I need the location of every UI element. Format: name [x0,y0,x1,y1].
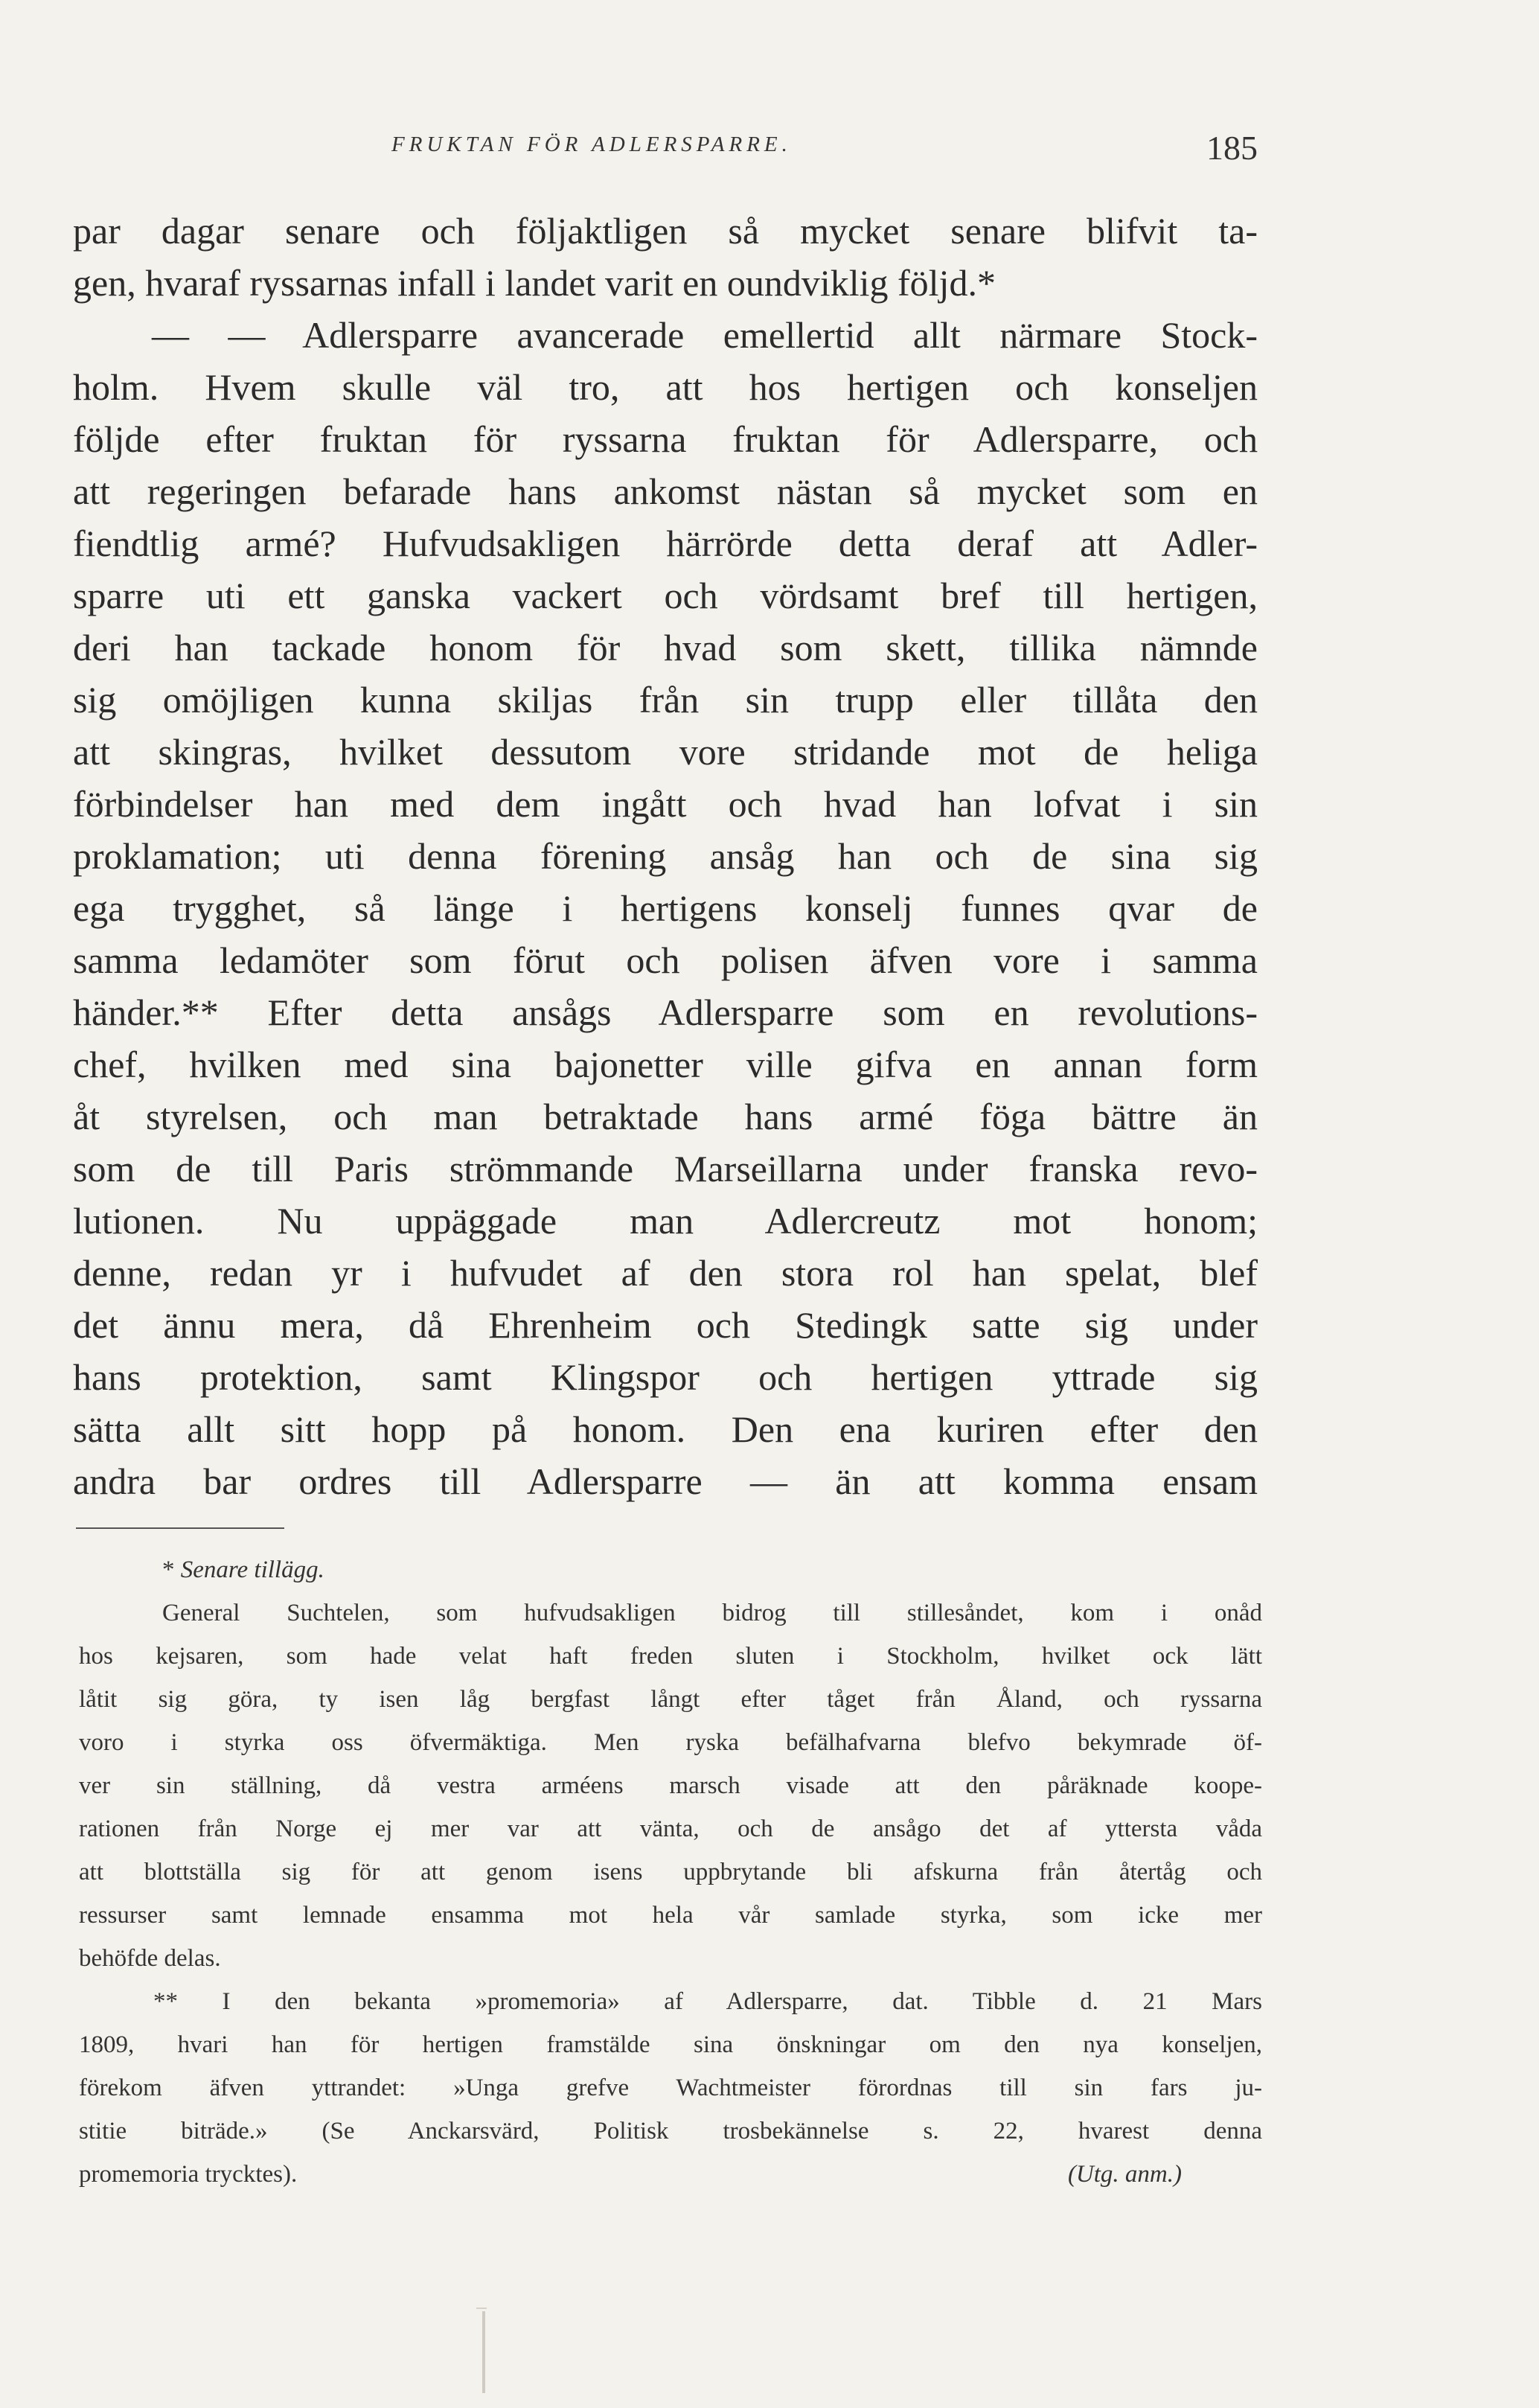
text-line: att regeringen befarade hans ankomst nästan så mycket som en [73,470,1258,512]
text-line: proklamation; uti denna förening ansåg han och de sina sig [73,835,1258,877]
text-line: deri han tackade honom för hvad som skett, tillika nämnde [73,627,1258,668]
footnote-line: promemoria trycktes). [79,2161,298,2188]
footnote-line: behöfde delas. [79,1945,221,1972]
text-line: fiendtlig armé? Hufvudsakligen härrörde detta deraf att Adler- [73,523,1258,564]
text-line: sätta allt sitt hopp på honom. Den ena kuriren efter den [73,1408,1258,1450]
text-line: följde efter fruktan för ryssarna fruktan för Adlersparre, och [73,418,1258,460]
footnotes [79,1548,1262,2196]
footnote-last-line [79,2153,1262,2196]
text-line: andra bar ordres till Adlersparre — än att komma ensam [73,1460,1258,1502]
main-text [73,205,1258,1507]
footnote-line: hos kejsaren, som hade velat haft freden sluten i Stockholm, hvilket ock lätt [79,1643,1262,1670]
footnote-heading [79,1548,1262,1591]
footnote-line: låtit sig göra, ty isen låg bergfast långt efter tåget från Åland, och ryssarna [79,1686,1262,1713]
footnote-line: förekom äfven yttrandet: »Unga grefve Wachtmeister förordnas till sin fars ju- [79,2075,1262,2101]
footnote-line: att blottställa sig för att genom isens uppbrytande bli afskurna från återtåg och [79,1859,1262,1885]
editor-note-signature: (Utg. anm.) [1067,2161,1182,2188]
text-line: förbindelser han med dem ingått och hvad han lofvat i sin [73,783,1258,825]
text-line: hans protektion, samt Klingspor och hertigen yttrade sig [73,1356,1258,1398]
text-line: det ännu mera, då Ehrenheim och Stedingk satte sig under [73,1304,1258,1346]
footnote-line: General Suchtelen, som hufvudsakligen bidrog till stillesåndet, kom i onåd [162,1600,1262,1626]
footnote-line: ressurser samt lemnade ensamma mot hela vår samlade styrka, som icke mer [79,1902,1262,1929]
text-line: par dagar senare och följaktligen så mycket senare blifvit ta- [73,210,1258,252]
text-line: sig omöjligen kunna skiljas från sin trupp eller tillåta den [73,679,1258,721]
footnote-line: 1809, hvari han för hertigen framstälde sina önskningar om den nya konseljen, [79,2031,1262,2058]
text-line: denne, redan yr i hufvudet af den stora rol han spelat, blef [73,1252,1258,1294]
footnote-title: Senare tillägg. [180,1556,324,1583]
page-number: 185 [1206,129,1258,167]
text-line: ega trygghet, så länge i hertigens konselj funnes qvar de [73,887,1258,929]
scan-artifact [476,2308,487,2309]
text-line: — — Adlersparre avancerade emellertid allt närmare Stock- [152,314,1258,356]
text-line: händer.** Efter detta ansågs Adlersparre som en revolutions- [73,991,1258,1033]
text-line: att skingras, hvilket dessutom vore stridande mot de heliga [73,731,1258,773]
text-line: lutionen. Nu uppäggade man Adlercreutz mot honom; [73,1200,1258,1242]
page-header [73,128,1258,173]
footnote-line: ** I den bekanta »promemoria» af Adlersparre, dat. Tibble d. 21 Mars [153,1988,1262,2015]
text-line: sparre uti ett ganska vackert och vördsamt bref till hertigen, [73,575,1258,616]
scan-artifact [482,2311,485,2393]
text-line: åt styrelsen, och man betraktade hans armé föga bättre än [73,1096,1258,1137]
footnote-marker: * [162,1556,175,1583]
text-line: chef, hvilken med sina bajonetter ville gifva en annan form [73,1044,1258,1085]
footnote-line: ver sin ställning, då vestra arméens marsch visade att den påräknade koope- [79,1772,1262,1799]
footnote-line: voro i styrka oss öfvermäktiga. Men ryska befälhafvarna blefvo bekymrade öf- [79,1729,1262,1756]
running-title: FRUKTAN FÖR ADLERSPARRE. [391,132,792,156]
footnote-line: rationen från Norge ej mer var att vänta, och de ansågo det af yttersta våda [79,1815,1262,1842]
footnote-line: stitie biträde.» (Se Anckarsvärd, Politisk trosbekännelse s. 22, hvarest denna [79,2118,1262,2144]
text-line: som de till Paris strömmande Marseillarna under franska revo- [73,1148,1258,1189]
text-line: holm. Hvem skulle väl tro, att hos hertigen och konseljen [73,366,1258,408]
text-line: samma ledamöter som förut och polisen äfven vore i samma [73,939,1258,981]
text-line: gen, hvaraf ryssarnas infall i landet varit en oundviklig följd.* [73,262,996,304]
footnote-divider [76,1527,284,1529]
